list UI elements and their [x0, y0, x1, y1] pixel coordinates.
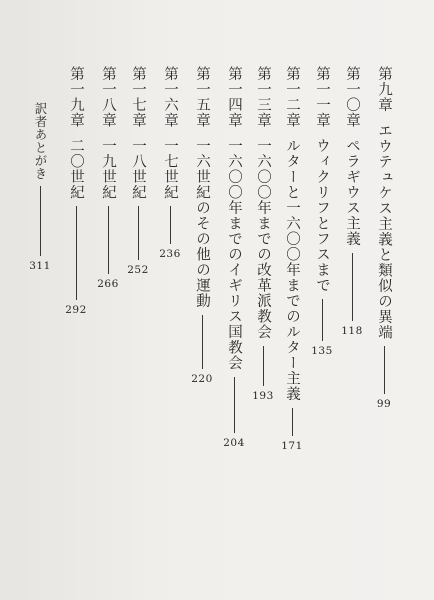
page-number: 99: [376, 397, 392, 410]
toc-entry-ch14: [224, 66, 244, 449]
page-number: 311: [29, 260, 51, 272]
chapter-number: 第一五章: [194, 66, 210, 128]
chapter-title: 一六世紀のその他の運動: [194, 138, 210, 309]
chapter-title: 二〇世紀: [68, 138, 84, 200]
chapter-number: 第一四章: [226, 66, 242, 128]
page-number: 292: [65, 304, 87, 316]
chapter-title: ルターと一六〇〇年までのルター主義: [284, 138, 300, 402]
dotted-leader: [40, 186, 41, 256]
chapter-title: エウテュケス主義と類似の異端: [376, 122, 392, 340]
dotted-leader: [202, 315, 203, 369]
toc-entry-ch15: [192, 66, 212, 385]
dotted-leader: [322, 299, 323, 341]
toc-entry-ch16: [160, 66, 180, 260]
toc-entry-ch13: [253, 66, 273, 402]
chapter-title: 一八世紀: [130, 138, 146, 200]
chapter-title: 一六〇〇年までのイギリス国教会: [226, 138, 242, 371]
page-number: 171: [281, 439, 303, 452]
dotted-leader: [76, 206, 77, 300]
dotted-leader: [292, 408, 293, 436]
dotted-leader: [352, 253, 353, 321]
chapter-number: 第一三章: [255, 66, 271, 128]
dotted-leader: [234, 377, 235, 433]
toc-entry-ch12: [282, 66, 302, 452]
dotted-leader: [263, 346, 264, 386]
toc-entry-ch11: [312, 66, 332, 357]
toc-entry-ch9: [374, 66, 394, 410]
chapter-title: ウィクリフとフスまで: [314, 138, 330, 293]
chapter-number: 第九章: [376, 66, 392, 113]
chapter-number: 第一一章: [314, 66, 330, 128]
page-number: 266: [97, 278, 119, 290]
chapter-number: 第一七章: [130, 66, 146, 128]
dotted-leader: [138, 206, 139, 260]
toc-entry-ch17: [128, 66, 148, 276]
chapter-title: 一七世紀: [162, 138, 178, 200]
dotted-leader: [108, 206, 109, 274]
page-number: 118: [341, 324, 363, 337]
chapter-title: 一九世紀: [100, 138, 116, 200]
afterword-title: 訳者あとがき: [33, 102, 48, 180]
toc-entry-ch19: [66, 66, 86, 316]
dotted-leader: [170, 206, 171, 244]
chapter-number: 第一九章: [68, 66, 84, 128]
chapter-title: ペラギウス主義: [344, 138, 360, 247]
chapter-number: 第一八章: [100, 66, 116, 128]
page-number: 220: [191, 372, 213, 385]
page-number: 135: [311, 345, 333, 357]
page-number: 252: [127, 264, 149, 276]
toc-entry-ch10: [342, 66, 362, 337]
page-number: 193: [252, 389, 274, 402]
chapter-title: 一六〇〇年までの改革派教会: [255, 138, 271, 340]
chapter-number: 第一〇章: [344, 66, 360, 128]
chapter-number: 第一二章: [284, 66, 300, 128]
page-number: 204: [223, 436, 245, 449]
toc-entry-ch18: [98, 66, 118, 290]
dotted-leader: [384, 346, 385, 394]
page-number: 236: [159, 248, 181, 260]
chapter-number: 第一六章: [162, 66, 178, 128]
toc-entry-afterword: [30, 102, 50, 272]
